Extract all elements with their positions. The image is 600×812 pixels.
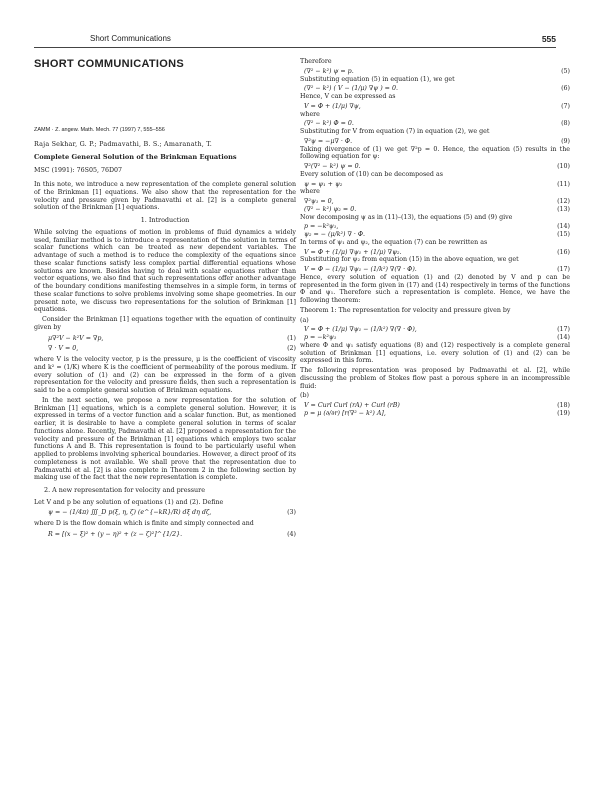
paragraph: where: [300, 188, 320, 196]
equation-11: ψ = ψ₁ + ψ₂ (11): [304, 180, 570, 188]
paper-title: Complete General Solution of the Brinkman Equations: [34, 152, 237, 161]
paragraph: In terms of ψ₁ and ψ₂, the equation (7) can be rewritten as: [300, 238, 488, 246]
equation-8: (∇² − k²) Φ = 0. (8): [304, 120, 570, 128]
right-column: [300, 58, 570, 418]
msc-classification: MSC (1991): 76S05, 76D07: [34, 167, 123, 175]
paragraph: Now decomposing ψ as in (11)–(13), the equations (5) and (9) give: [300, 213, 513, 221]
equation-7: V = Φ + (1/μ) ∇ψ, (7): [304, 102, 570, 110]
paragraph: Consider the Brinkman [1] equations together with the equation of continuity given by: [34, 316, 296, 331]
equation-14: p = −k²ψ₁, (14): [304, 223, 570, 231]
paragraph: Every solution of (10) can be decomposed as: [300, 170, 443, 178]
journal-citation: ZAMM · Z. angew. Math. Mech. 77 (1997) 7, 555–556: [34, 127, 165, 133]
equation-14a: p = −k²ψ₁ (14): [304, 334, 570, 341]
paragraph: In the next section, we propose a new representation for the solution of Brinkman [1] equations, which is a complete general solution. However, it is expressed in terms of a vector function and a scalar function. But, as mentioned earlier, it is desirable to have a complete general solution in terms of scalar functions alone. Recently, Padmavathi et al. [2] proposed a representation for the velocity and pressure of the Brinkman [1] equations which employs two scalar functions A and B. This representation is found to be particularly useful when applied to problems involving spherical boundaries. However, a direct proof of its completeness is not available. We shall prove that the representation due to Padmavathi et al. [2] is also complete in Theorem 2 in the following section by making use of the fact that the new representation is complete.: [34, 396, 296, 482]
case-label-b: (b): [300, 392, 309, 400]
equation-1: μ∇²V − k²V = ∇p, (1): [48, 334, 296, 342]
equation-17: V = Φ − (1/μ) ∇ψ₁ − (1/k²) ∇(∇ · Φ). (17): [304, 266, 570, 273]
paragraph: While solving the equations of motion in problems of fluid dynamics a widely used, familiar method is to introduce a representation of the solution in terms of scalar functions which can be treated as new dependent variables. The advantage of such a method is to reduce the complexity of the equations since these scalar functions satisfy less complex partial differential equations whose solutions are known. Besides having to deal with scalar equations rather than vector equations, we also find that such representations offer another advantage of the boundary conditions manifesting themselves in a simple form, in terms of these scalar functions to solve problems involving some shape geometries. In our present note, we discuss two representations for the solution of Brinkman [1] equations.: [34, 228, 296, 314]
equation-13: (∇² − k²) ψ₂ = 0. (13): [304, 205, 570, 213]
equation-17a: V = Φ + (1/μ) ∇ψ₁ − (1/k²) ∇(∇ · Φ), (17): [304, 326, 570, 334]
paragraph: Hence, every solution of equation (1) and (2) denoted by V and p can be represented in the form given in (17) and (14) respectively in terms of the functions Φ and ψ₁. Therefore such a representation is complete. Hence, we have the following theorem:: [300, 273, 570, 304]
section-1-heading: 1. Introduction: [140, 216, 190, 224]
paragraph: where Φ and ψ₁ satisfy equations (8) and (12) respectively is a complete general solution of Brinkman [1] equations, i.e. every solution of (1) and (2) can be expressed in this form.: [300, 341, 570, 365]
paragraph: Substituting for V from equation (7) in equation (2), we get: [300, 128, 490, 135]
equation-19: p = μ (∂/∂r) [r(∇² − k²) A], (19): [304, 409, 570, 417]
page-number: 555: [541, 34, 556, 44]
paragraph: where V is the velocity vector, p is the pressure, μ is the coefficient of viscosity and k² = (1/K) where K is the coefficient of permeability of the porous medium. If every solution of (1) and (2) can be expressed in the form of a given representation for the velocity and pressure fields, then such a representation is said to be a complete general solution of Brinkman equations.: [34, 356, 296, 394]
paragraph: Substituting for ψ₂ from equation (15) in the above equation, we get: [300, 256, 519, 264]
authors: Raja Sekhar, G. P.; Padmavathi, B. S.; Amaranath, T.: [34, 139, 213, 148]
paragraph: Taking divergence of (1) we get ∇²p = 0. Hence, the equation (5) results in the following equation for ψ:: [300, 145, 570, 161]
equation-5: (∇² − k²) ψ = p. (5): [304, 67, 570, 75]
equation-2: ∇ · V = 0, (2): [48, 345, 296, 353]
running-head-title: Short Communications: [90, 34, 171, 43]
equation-18: V = Curl Curl (rA) + Curl (rB) (18): [304, 402, 570, 409]
paragraph: Hence, V can be expressed as: [300, 93, 396, 100]
paragraph: Therefore: [300, 58, 332, 65]
equation-4: R = [(x − ξ)² + (y − η)² + (z − ζ)²]^{1/2}. (4): [48, 530, 296, 538]
paragraph: Let V and p be any solution of equations (1) and (2). Define: [34, 498, 224, 506]
equation-10: ∇²(∇² − k²) ψ = 0. (10): [304, 163, 570, 170]
paragraph: The following representation was proposed by Padmavathi et al. [2], while discussing the problem of Stokes flow past a porous sphere in an incompressible fluid:: [300, 367, 570, 390]
paragraph: Substituting equation (5) in equation (1), we get: [300, 75, 455, 83]
header-rule: [34, 47, 556, 48]
equation-6: (∇² − k²) ( V − (1/μ) ∇ψ ) = 0. (6): [304, 85, 570, 93]
theorem-1: Theorem 1: The representation for velocity and pressure given by: [300, 306, 511, 314]
abstract: In this note, we introduce a new representation of the complete general solution of the Brinkman [1] equations. We also show that the representation for the velocity and pressure given by Padmavathi et al. [2] is a complete general solution of the Brinkman [1] equations.: [34, 181, 296, 212]
equation-3: ψ = − (1/4π) ∭_D p(ξ, η, ζ) (e^{−kR}/R) dξ dη dζ, (3): [48, 509, 296, 517]
running-head: [34, 34, 556, 46]
equation-15: ψ₂ = − (μ/k²) ∇ · Φ. (15): [304, 231, 570, 238]
section-2-heading: 2. A new representation for velocity and pressure: [44, 486, 206, 494]
paragraph: where: [300, 110, 320, 118]
left-column: [34, 58, 296, 542]
equation-12: ∇²ψ₁ = 0, (12): [304, 198, 570, 205]
equation-16: V = Φ + (1/μ) ∇ψ₁ + (1/μ) ∇ψ₂. (16): [304, 248, 570, 256]
equation-9: ∇²ψ = −μ∇ · Φ. (9): [304, 137, 570, 145]
case-label-a: (a): [300, 316, 309, 324]
paragraph: where D is the flow domain which is finite and simply connected and: [34, 520, 254, 527]
section-heading: SHORT COMMUNICATIONS: [34, 58, 185, 70]
